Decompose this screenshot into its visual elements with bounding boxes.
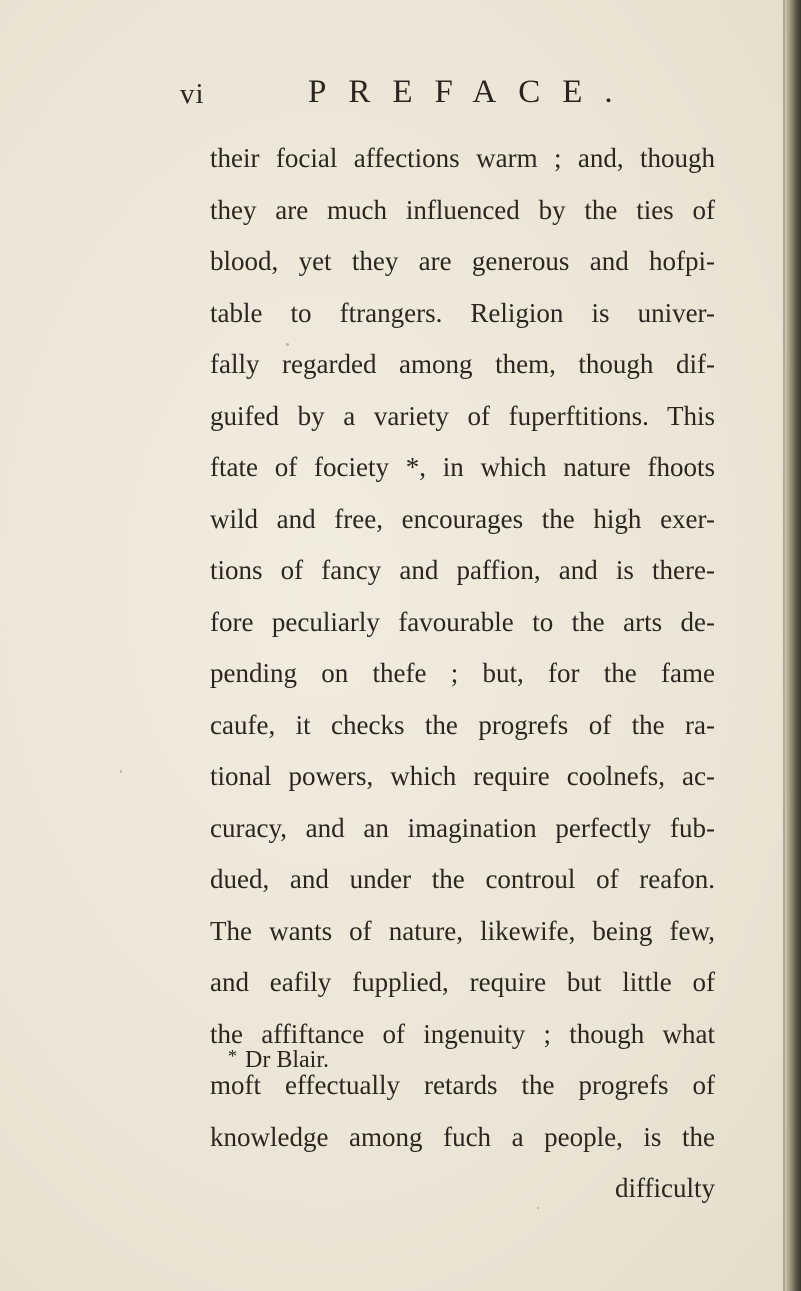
text-line: table to ftrangers. Religion is univer-: [210, 297, 715, 328]
footnote: [228, 1046, 329, 1074]
text-line: wild and free, encourages the high exer-: [210, 503, 715, 534]
text-line: guifed by a variety of fuperftitions. This: [210, 400, 715, 431]
text-line: ftate of fociety *, in which nature fhoots: [210, 452, 715, 482]
text-line: curacy, and an imagination perfectly fub-: [210, 812, 715, 843]
page-number: vi: [180, 78, 205, 110]
text-line: the affiftance of ingenuity ; though what: [210, 1018, 715, 1049]
text-line: dued, and under the controul of reafon.: [210, 864, 715, 894]
text-line: fore peculiarly favourable to the arts de-: [210, 606, 715, 637]
running-head: PREFACE.: [308, 74, 635, 110]
text-line: and eafily fupplied, require but little of: [210, 967, 715, 997]
page-header: [180, 74, 730, 128]
catchword: difficulty: [615, 1173, 715, 1203]
paper-speck: [120, 770, 122, 773]
text-line: fally regarded among them, though dif-: [210, 349, 715, 379]
text-line: caufe, it checks the progrefs of the ra-: [210, 709, 715, 740]
text-line: tional powers, which require coolnefs, ac-: [210, 761, 715, 791]
text-line: The wants of nature, likewife, being few,: [210, 915, 715, 946]
text-line: moft effectually retards the progrefs of: [210, 1070, 715, 1100]
text-line: knowledge among fuch a people, is the: [210, 1121, 715, 1152]
text-line: pending on thefe ; but, for the fame: [210, 658, 715, 688]
text-line: blood, yet they are generous and hofpi-: [210, 246, 715, 276]
binding-gutter: [785, 0, 801, 1291]
text-line: they are much influenced by the ties of: [210, 194, 715, 225]
text-line: tions of fancy and paffion, and is there-: [210, 555, 715, 585]
footnote-text: Dr Blair.: [245, 1047, 329, 1073]
text-line: their focial affections warm ; and, though: [210, 143, 715, 173]
footnote-mark: *: [228, 1046, 237, 1066]
